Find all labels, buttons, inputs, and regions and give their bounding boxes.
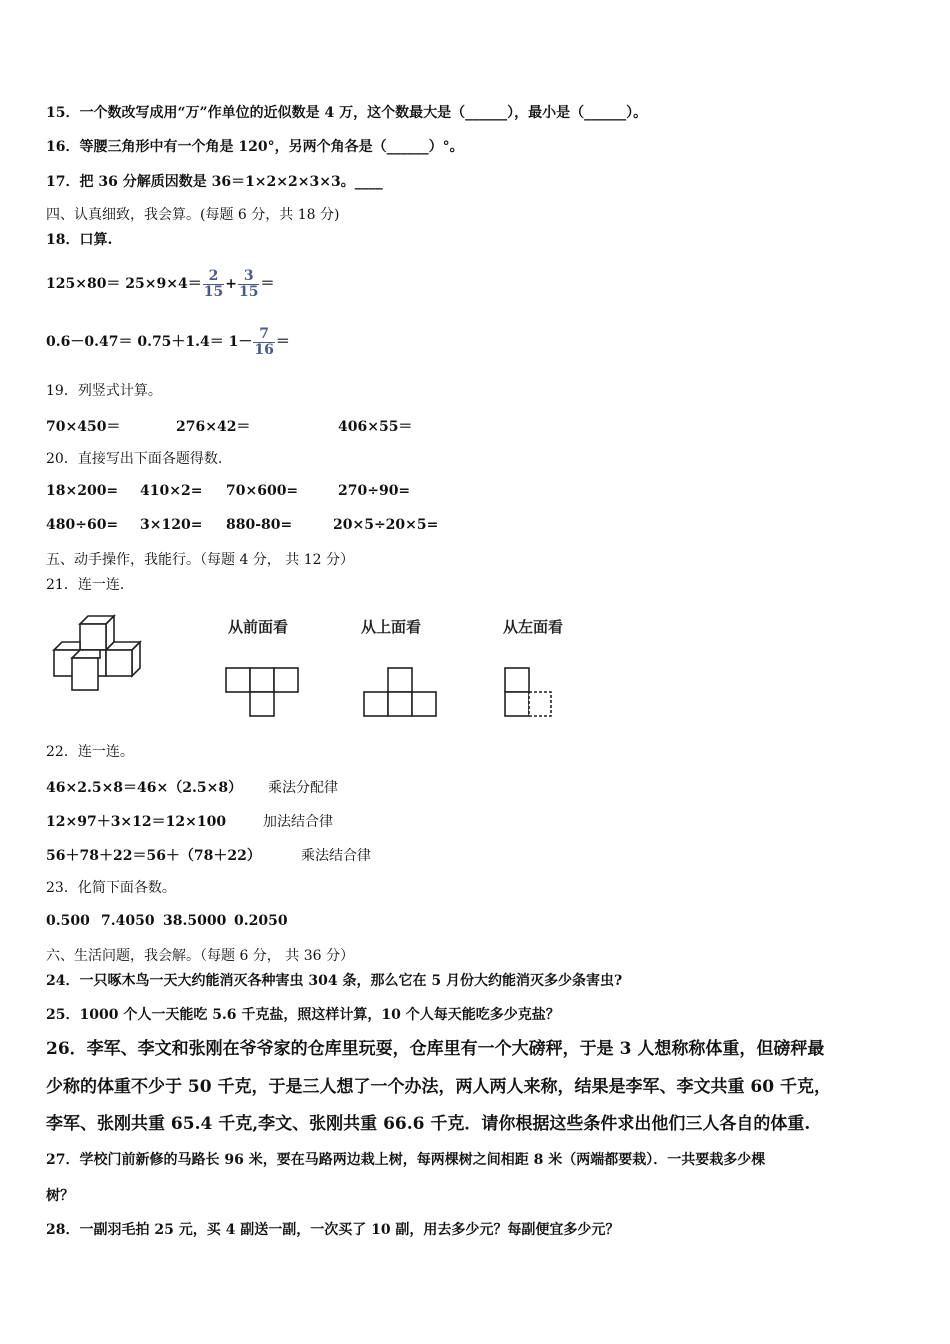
question-28: 28．一副羽毛拍 25 元，买 4 副送一副，一次买了 10 副，用去多少元？每副便宜多少元？ xyxy=(46,1222,620,1238)
fraction-3-15 xyxy=(238,269,259,300)
fraction-numerator: 7 xyxy=(259,325,270,342)
question-15: 15．一个数改写成用“万”作单位的近似数是 4 万，这个数最大是（______），最小是（______）。 xyxy=(46,105,648,121)
cube-front-face xyxy=(72,658,98,690)
view-label-left: 从左面看 xyxy=(503,618,564,636)
equals-sign: ＝ xyxy=(275,334,290,350)
q22-expression: 46×2.5×8＝46×（2.5×8） xyxy=(46,780,243,796)
q22-law: 乘法分配律 xyxy=(268,780,338,796)
cube-top-face xyxy=(54,642,80,650)
top-view-figure xyxy=(362,665,440,720)
question-24: 24．一只啄木鸟一天大约能消灭各种害虫 304 条，那么它在 5 月份大约能消灭多少条害虫? xyxy=(46,973,623,989)
fraction-denominator: 15 xyxy=(238,283,259,300)
cube-front-face xyxy=(80,624,106,650)
q20-item: 410×2= xyxy=(140,483,203,499)
fraction-numerator: 3 xyxy=(243,267,254,284)
q18-row2-text: 0.6－0.47＝ 0.75＋1.4＝ 1－ xyxy=(46,334,253,350)
cube-stack-figure xyxy=(46,612,156,697)
question-17: 17．把 36 分解质因数是 36＝1×2×2×3×3。____ xyxy=(46,174,383,190)
q20-item: 70×600= xyxy=(226,483,299,499)
question-19-title: 19．列竖式计算。 xyxy=(46,383,162,399)
question-27-line: 树？ xyxy=(46,1188,74,1204)
question-20-title: 20．直接写出下面各题得数. xyxy=(46,451,223,467)
section-5-heading: 五、动手操作，我能行。（每题 4 分， 共 12 分） xyxy=(46,552,354,568)
equals-sign: ＝ xyxy=(260,276,275,292)
section-6-heading: 六、生活问题，我会解。（每题 6 分， 共 36 分） xyxy=(46,948,354,964)
q23-item: 7.4050 xyxy=(101,913,155,929)
section-4-heading: 四、认真细致，我会算。(每题 6 分，共 18 分) xyxy=(46,207,340,223)
fraction-denominator: 15 xyxy=(203,283,224,300)
view-label-front: 从前面看 xyxy=(228,618,289,636)
question-16: 16．等腰三角形中有一个角是 120°，另两个角各是（______）°。 xyxy=(46,139,464,155)
question-18-title: 18．口算. xyxy=(46,232,113,248)
q18-row1-text: 125×80＝ 25×9×4＝ xyxy=(46,276,202,292)
q18-row-1 xyxy=(46,262,274,306)
plus-sign: + xyxy=(225,276,237,292)
q20-item: 18×200= xyxy=(46,483,119,499)
q20-item: 20×5÷20×5= xyxy=(333,517,439,533)
q23-item: 38.5000 xyxy=(163,913,227,929)
left-view-figure xyxy=(502,665,556,720)
cube-front-face xyxy=(106,650,132,676)
front-view-figure xyxy=(224,665,302,720)
question-25: 25．1000 个人一天能吃 5.6 千克盐，照这样计算，10 个人每天能吃多少克盐？ xyxy=(46,1007,560,1023)
q19-item: 70×450＝ xyxy=(46,419,121,435)
fraction-numerator: 2 xyxy=(208,267,219,284)
question-23-title: 23．化简下面各数。 xyxy=(46,880,176,896)
q20-item: 880-80= xyxy=(226,517,293,533)
q22-law: 加法结合律 xyxy=(263,814,333,830)
fraction-2-15 xyxy=(203,269,224,300)
q23-item: 0.2050 xyxy=(234,913,288,929)
q18-row-2 xyxy=(46,320,290,364)
question-27-line: 27．学校门前新修的马路长 96 米，要在马路两边栽上树，每两棵树之间相距 8 米（两端都要栽）．一共要栽多少棵 xyxy=(46,1152,766,1168)
q20-item: 3×120= xyxy=(140,517,203,533)
q19-item: 276×42＝ xyxy=(176,419,251,435)
fraction-7-16 xyxy=(253,327,274,358)
q19-item: 406×55＝ xyxy=(338,419,413,435)
q22-law: 乘法结合律 xyxy=(301,848,371,864)
fraction-denominator: 16 xyxy=(254,341,274,358)
question-22-title: 22．连一连。 xyxy=(46,744,134,760)
q20-item: 480÷60= xyxy=(46,517,119,533)
view-label-top: 从上面看 xyxy=(361,618,422,636)
q20-item: 270÷90= xyxy=(338,483,411,499)
question-26-line: 李军、张刚共重 65.4 千克,李文、张刚共重 66.6 千克．请你根据这些条件求出他们三人各自的体重. xyxy=(46,1114,811,1134)
question-26-line: 少称的体重不少于 50 千克，于是三人想了一个办法，两人两人来称，结果是李军、李文共重 60 千克， xyxy=(46,1077,831,1097)
q22-expression: 12×97＋3×12＝12×100 xyxy=(46,814,227,830)
question-21-title: 21．连一连. xyxy=(46,577,125,593)
q23-item: 0.500 xyxy=(46,913,90,929)
question-26-line: 26．李军、李文和张刚在爷爷家的仓库里玩耍，仓库里有一个大磅秤，于是 3 人想称称体重，但磅秤最 xyxy=(46,1039,825,1059)
q22-expression: 56＋78＋22＝56＋（78＋22） xyxy=(46,848,261,864)
